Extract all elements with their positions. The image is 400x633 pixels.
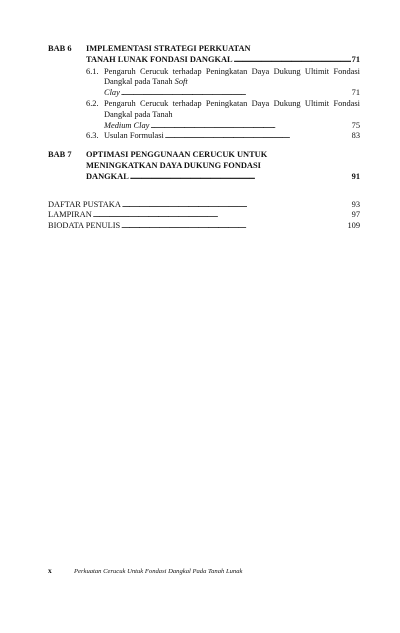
section-text-italic: Soft	[174, 77, 188, 87]
backmatter-label: LAMPIRAN	[48, 210, 92, 220]
page-number: 83	[351, 131, 360, 141]
footer-page-number: x	[48, 566, 52, 575]
dot-leader	[150, 121, 350, 132]
section-title: Pengaruh Cerucuk terhadap Peningkatan Daya Dukung Ultimit Fondasi Dangkal pada Tanah	[104, 98, 360, 119]
backmatter-label: BIODATA PENULIS	[48, 221, 121, 231]
page-number: 97	[351, 210, 360, 220]
chapter-title-line: TANAH LUNAK FONDASI DANGKAL	[86, 54, 233, 64]
dot-leader	[234, 55, 351, 66]
page-number: 71	[351, 88, 360, 98]
toc-line	[86, 172, 360, 183]
toc-chapter-6	[48, 44, 360, 142]
dot-leader	[121, 221, 346, 232]
section-text: Pengaruh Cerucuk terhadap Peningkatan Daya Dukung Ultimit Fondasi Dangkal pada Tanah	[104, 66, 360, 87]
section-title: Usulan Formulasi	[104, 131, 164, 141]
page-number: 109	[347, 221, 360, 231]
section-title	[104, 67, 360, 89]
toc-line	[104, 88, 360, 99]
toc-line	[48, 200, 360, 211]
section-number: 6.3.	[86, 131, 99, 141]
chapter-title-line: DANGKAL	[86, 171, 129, 181]
chapter-title-line: MENINGKATKAN DAYA DUKUNG FONDASI	[86, 160, 261, 170]
dot-leader	[130, 172, 351, 183]
chapter-number: BAB 7	[48, 150, 72, 160]
section-number: 6.2.	[86, 98, 99, 108]
toc-line	[48, 221, 360, 232]
toc-chapter-7	[48, 150, 360, 182]
toc-line	[48, 210, 360, 221]
chapter-title-line: IMPLEMENTASI STRATEGI PERKUATAN	[86, 44, 251, 53]
toc-line	[104, 131, 360, 142]
page-number: 75	[351, 120, 360, 130]
toc-line	[86, 55, 360, 66]
page-footer	[48, 566, 242, 575]
chapter-number: BAB 6	[48, 44, 72, 53]
section-text-italic: Medium Clay	[104, 120, 150, 130]
dot-leader	[93, 210, 351, 221]
toc-section-6-3	[86, 131, 360, 142]
section-text-italic: Clay	[104, 88, 120, 98]
toc-backmatter	[48, 200, 360, 232]
backmatter-label: DAFTAR PUSTAKA	[48, 199, 121, 209]
page-number: 71	[351, 54, 360, 64]
toc-line	[104, 121, 360, 132]
toc-section-6-2	[86, 99, 360, 131]
section-number: 6.1.	[86, 66, 99, 76]
table-of-contents	[48, 44, 360, 232]
page-number: 93	[351, 199, 360, 209]
toc-section-6-1	[86, 67, 360, 99]
footer-book-title: Perkuatan Cerucuk Untuk Fondasi Dangkal Pada Tanah Lunak	[74, 568, 243, 575]
dot-leader	[165, 131, 351, 142]
dot-leader	[121, 88, 351, 99]
chapter-title-line: OPTIMASI PENGGUNAAN CERUCUK UNTUK	[86, 150, 268, 160]
dot-leader	[122, 200, 351, 211]
page-number: 91	[351, 171, 360, 181]
